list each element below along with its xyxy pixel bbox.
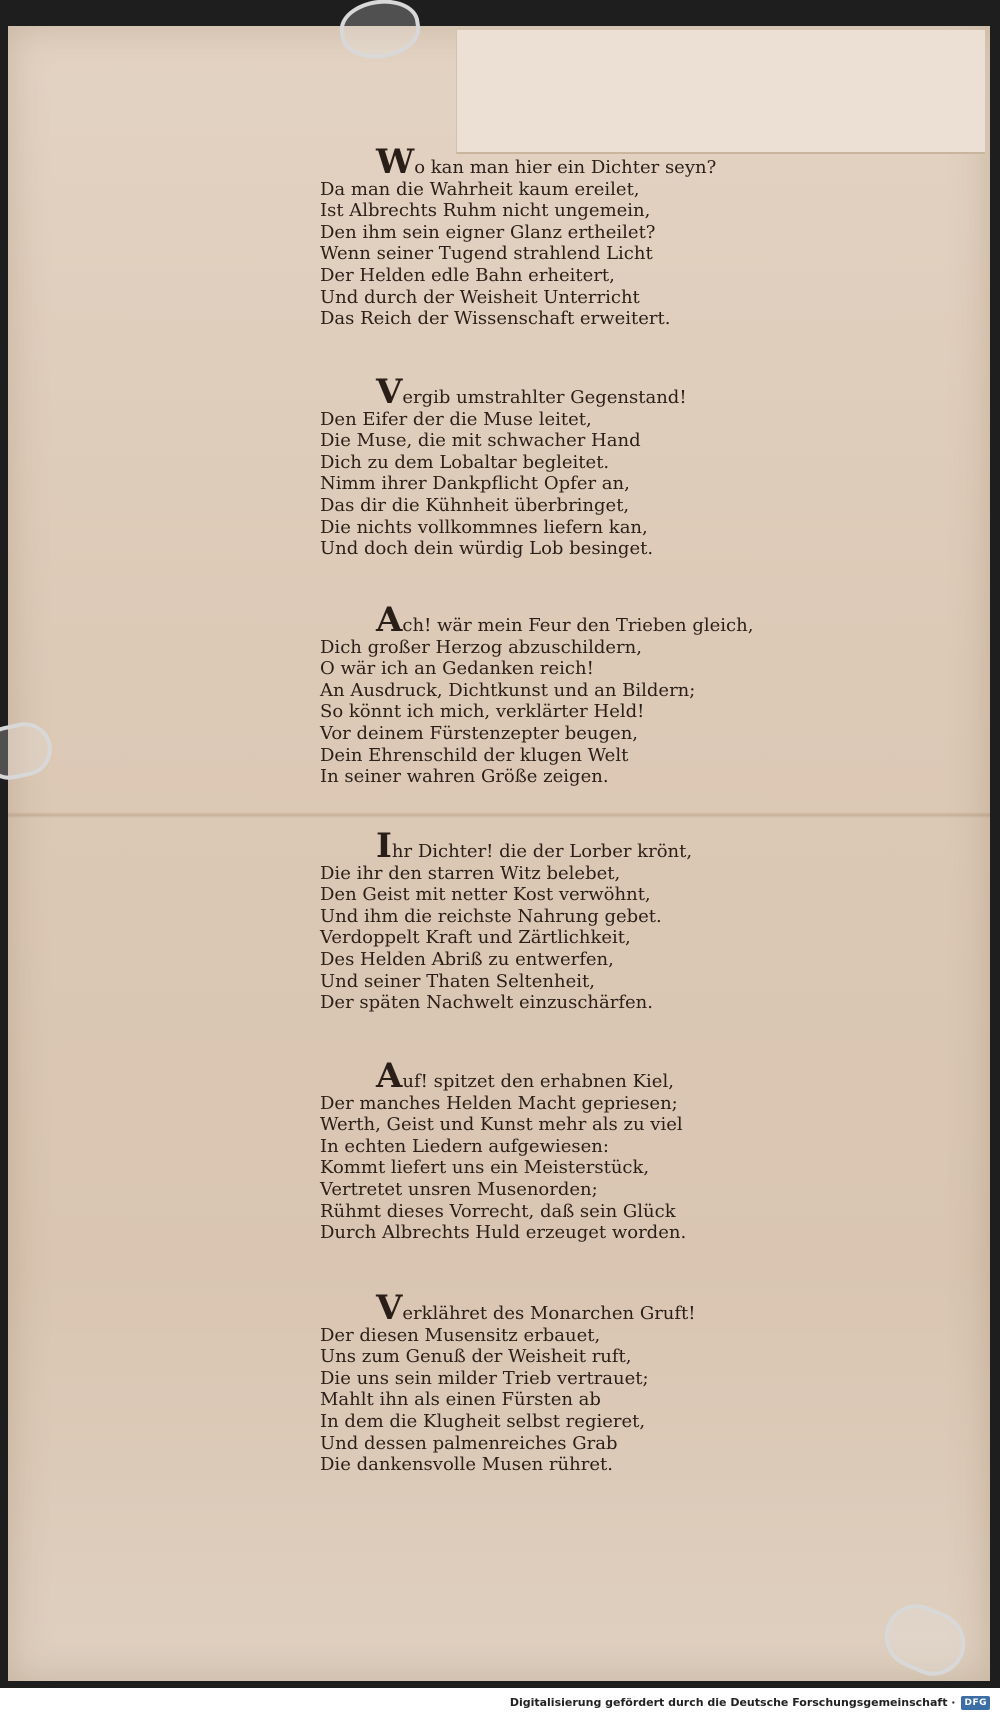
stanza-line: Die dankensvolle Musen rühret. [320, 1454, 613, 1476]
stanza-line [320, 372, 760, 412]
stanza-line: Vor deinem Fürstenzepter beugen, [320, 722, 639, 744]
stanza-line: In seiner wahren Größe zeigen. [320, 766, 609, 788]
stanza-line: Werth, Geist und Kunst mehr als zu viel [320, 1114, 683, 1136]
stanza-line: Und ihm die reichste Nahrung gebet. [320, 905, 662, 927]
stanza-line: Durch Albrechts Huld erzeuget worden. [320, 1222, 687, 1244]
stanza-line: Die uns sein milder Trieb vertrauet; [320, 1367, 649, 1389]
stanza-line-text: erklähret des Monarchen Gruft! [402, 1303, 696, 1324]
stanza-line: Den ihm sein eigner Glanz ertheilet? [320, 221, 656, 243]
stanza-line: Verdoppelt Kraft und Zärtlichkeit, [320, 927, 631, 949]
stanza-initial: V [376, 1288, 403, 1328]
stanza-line [320, 142, 760, 182]
stanza-line: Dich großer Herzog abzuschildern, [320, 636, 642, 658]
stanza-initial: I [376, 826, 392, 866]
stanza-line: So könnt ich mich, verklärter Held! [320, 701, 645, 723]
dfg-logo-icon: DFG [961, 1696, 990, 1710]
stanza-line: Ist Albrechts Ruhm nicht ungemein, [320, 200, 651, 222]
stanza-line: Vertretet unsren Musenorden; [320, 1178, 598, 1200]
stanza-line: Der manches Helden Macht gepriesen; [320, 1092, 678, 1114]
stanza-line: Der diesen Musensitz erbauet, [320, 1324, 601, 1346]
stanza-4 [320, 826, 760, 1014]
stanza-line: Das dir die Kühnheit überbringet, [320, 494, 630, 516]
stanza-line-text: ergib umstrahlter Gegenstand! [402, 387, 687, 408]
stanza-line: An Ausdruck, Dichtkunst und an Bildern; [320, 679, 696, 701]
stanza-5 [320, 1056, 760, 1244]
stanza-initial: V [376, 372, 403, 412]
stanza-line: In dem die Klugheit selbst regieret, [320, 1410, 646, 1432]
stanza-line-text: uf! spitzet den erhabnen Kiel, [402, 1071, 674, 1092]
stanza-line: Den Geist mit netter Kost verwöhnt, [320, 884, 651, 906]
stanza-line: Und dessen palmenreiches Grab [320, 1432, 618, 1454]
stanza-1 [320, 142, 760, 330]
stanza-line: Den Eifer der die Muse leitet, [320, 408, 592, 430]
stanza-line: Dich zu dem Lobaltar begleitet. [320, 451, 610, 473]
stanza-line: Der Helden edle Bahn erheitert, [320, 264, 615, 286]
stanza-line: O wär ich an Gedanken reich! [320, 658, 594, 680]
stanza-line-text: o kan man hier ein Dichter seyn? [414, 157, 717, 178]
stanza-line: Da man die Wahrheit kaum ereilet, [320, 178, 640, 200]
stanza-initial: W [376, 142, 415, 182]
stanza-6 [320, 1288, 760, 1476]
stanza-line: Das Reich der Wissenschaft erweitert. [320, 308, 671, 330]
stanza-line: Und seiner Thaten Seltenheit, [320, 970, 595, 992]
digitization-credit-bar [0, 1688, 1000, 1717]
fold-line [8, 812, 990, 818]
stanza-line: Und doch dein würdig Lob besinget. [320, 538, 654, 560]
stanza-line: Dein Ehrenschild der klugen Welt [320, 744, 629, 766]
stanza-line-text: ch! wär mein Feur den Trieben gleich, [402, 615, 754, 636]
digitization-credit-text: Digitalisierung gefördert durch die Deutsche Forschungsgemeinschaft · [509, 1696, 956, 1709]
stanza-line: Die Muse, die mit schwacher Hand [320, 430, 641, 452]
stanza-line: In echten Liedern aufgewiesen: [320, 1135, 609, 1157]
paper-flap [456, 30, 985, 154]
stanza-line: Die ihr den starren Witz belebet, [320, 862, 621, 884]
stanza-line: Nimm ihrer Dankpflicht Opfer an, [320, 473, 630, 495]
stanza-line: Die nichts vollkommnes liefern kan, [320, 516, 648, 538]
stanza-line: Kommt liefert uns ein Meisterstück, [320, 1157, 650, 1179]
stanza-line-text: hr Dichter! die der Lorber krönt, [391, 841, 693, 862]
stanza-line [320, 1288, 760, 1328]
stanza-line [320, 600, 760, 640]
stanza-3 [320, 600, 760, 788]
stanza-line [320, 1056, 760, 1096]
stanza-2 [320, 372, 760, 560]
stanza-line: Mahlt ihn als einen Fürsten ab [320, 1389, 601, 1411]
stanza-line [320, 826, 760, 866]
stanza-line: Des Helden Abriß zu entwerfen, [320, 948, 614, 970]
stanza-line: Wenn seiner Tugend strahlend Licht [320, 243, 653, 265]
stanza-line: Rühmt dieses Vorrecht, daß sein Glück [320, 1200, 676, 1222]
stanza-initial: A [376, 1056, 403, 1096]
stanza-initial: A [376, 600, 403, 640]
stanza-line: Uns zum Genuß der Weisheit ruft, [320, 1346, 632, 1368]
stanza-line: Und durch der Weisheit Unterricht [320, 286, 640, 308]
stanza-line: Der späten Nachwelt einzuschärfen. [320, 992, 653, 1014]
